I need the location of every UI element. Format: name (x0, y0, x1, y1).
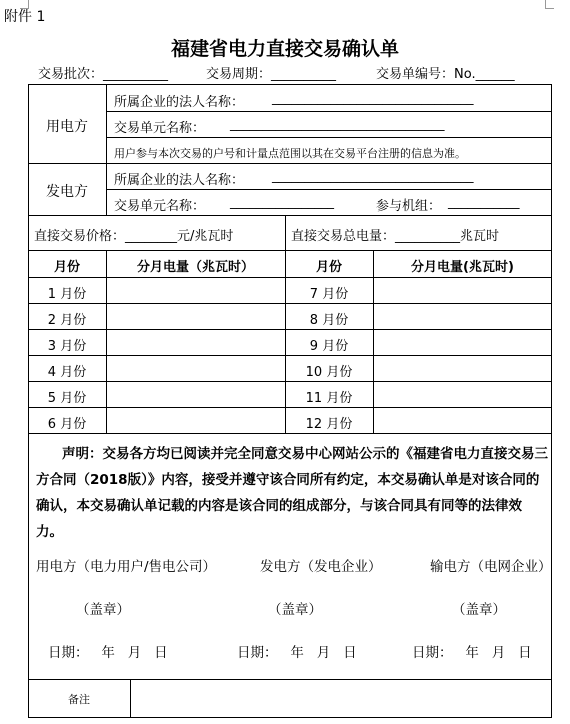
row-divider (106, 111, 552, 112)
month-cell: 3 月份 (47, 339, 87, 354)
header-month-right: 月份 (315, 260, 342, 275)
remarks-field[interactable] (131, 680, 551, 717)
col-divider (106, 84, 107, 215)
attachment-label: 附件 1 (4, 9, 46, 25)
total-field (291, 225, 499, 244)
buyer-unit-name-label: 交易单元名称： (114, 121, 206, 136)
month-cell: 10 月份 (305, 365, 353, 380)
total-blank[interactable]: __________ (395, 229, 461, 244)
seal-seller: （盖章） (268, 602, 322, 618)
month-cell: 8 月份 (309, 313, 349, 328)
period-field (206, 63, 336, 82)
row-divider (106, 189, 552, 190)
month-cell: 7 月份 (309, 287, 349, 302)
seller-legal-name-blank[interactable]: _______________________________ (272, 169, 474, 184)
month-cell: 1 月份 (47, 287, 87, 302)
total-label: 直接交易总电量： (291, 229, 396, 244)
row-divider (28, 215, 552, 216)
seller-role: 发电方 (46, 184, 88, 200)
month-cell: 5 月份 (47, 391, 87, 406)
total-unit: 兆瓦时 (460, 229, 500, 244)
seal-grid: （盖章） (452, 602, 506, 618)
document-title: 福建省电力直接交易确认单 (170, 38, 399, 60)
seller-unit-name-label: 交易单元名称： (114, 199, 206, 214)
col-divider (106, 250, 107, 433)
month-cell: 12 月份 (305, 417, 353, 432)
seller-unit-name-blank[interactable]: ________________ (230, 195, 334, 210)
date-grid: 日期： 年 月 日 (412, 645, 532, 661)
row-divider (106, 137, 552, 138)
signature-party-seller: 发电方（发电企业） (260, 559, 382, 575)
month-cell: 11 月份 (305, 391, 353, 406)
col-divider (285, 215, 286, 250)
price-blank[interactable]: ________ (125, 229, 178, 244)
price-unit: 元/兆瓦时 (177, 229, 234, 244)
price-field (34, 225, 233, 244)
col-divider (373, 250, 374, 433)
row-divider (28, 433, 552, 434)
page-corner-mark (545, 0, 554, 9)
buyer-legal-name-blank[interactable]: _______________________________ (272, 91, 474, 106)
seller-unit-label: 参与机组： (376, 199, 442, 214)
period-label: 交易周期： (206, 67, 272, 82)
buyer-note: 用户参与本次交易的户号和计量点范围以其在交易平台注册的信息为准。 (114, 147, 466, 160)
month-cell: 6 月份 (47, 417, 87, 432)
header-month-left: 月份 (53, 260, 80, 275)
batch-blank[interactable]: __________ (103, 67, 169, 82)
batch-field (38, 63, 168, 82)
batch-label: 交易批次： (38, 67, 104, 82)
number-blank[interactable]: ______ (475, 67, 515, 82)
date-seller: 日期： 年 月 日 (237, 645, 357, 661)
number-label: 交易单编号：No. (376, 67, 476, 82)
signature-party-buyer: 用电方（电力用户/售电公司） (36, 559, 217, 575)
number-field (376, 63, 515, 82)
period-blank[interactable]: __________ (271, 67, 337, 82)
buyer-role: 用电方 (46, 119, 88, 135)
month-cell: 2 月份 (47, 313, 87, 328)
declaration-text: 声明：交易各方均已阅读并完全同意交易中心网站公示的《福建省电力直接交易三方合同（2018版）》内容，接受并遵守该合同所有约定，本交易确认单是对该合同的确认，本交易确认单记载的内容是该合同的组成部分，与该合同具有同等的法律效力。 (36, 446, 548, 540)
seller-unit-blank[interactable]: ___________ (448, 195, 520, 210)
month-cell: 4 月份 (47, 365, 87, 380)
header-energy-right: 分月电量(兆瓦时) (411, 260, 514, 275)
seller-legal-name-label: 所属企业的法人名称： (114, 173, 245, 188)
price-label: 直接交易价格： (34, 229, 126, 244)
date-buyer: 日期： 年 月 日 (48, 645, 168, 661)
buyer-unit-name-blank[interactable]: _________________________________ (230, 117, 445, 132)
remarks-label: 备注 (68, 693, 90, 706)
buyer-legal-name-label: 所属企业的法人名称： (114, 95, 245, 110)
month-cell: 9 月份 (309, 339, 349, 354)
seal-buyer: （盖章） (76, 602, 130, 618)
header-energy-left: 分月电量（兆瓦时） (136, 260, 254, 275)
signature-party-grid: 输电方（电网企业） (430, 559, 552, 575)
